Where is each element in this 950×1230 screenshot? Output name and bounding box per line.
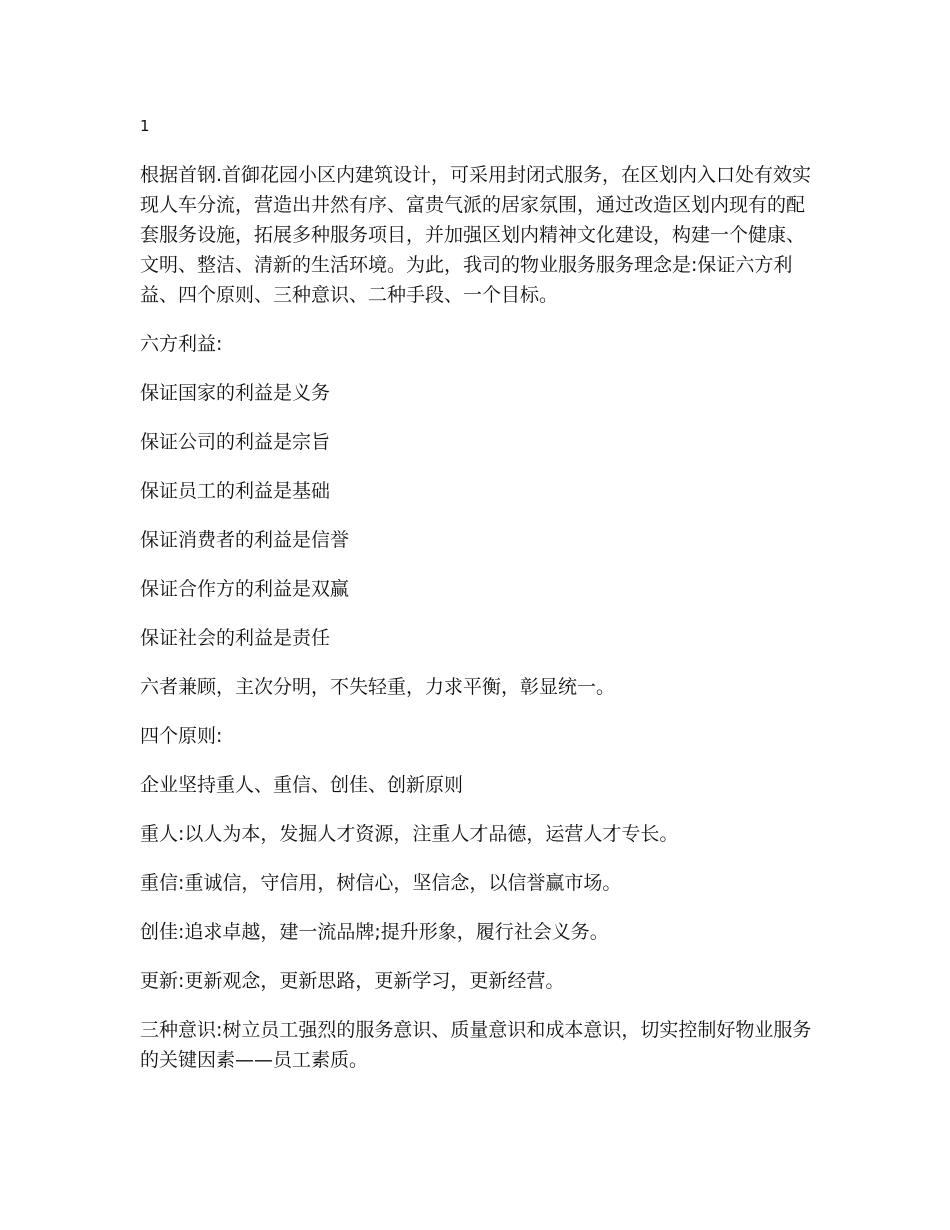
three-awareness-paragraph: 三种意识:树立员工强烈的服务意识、质量意识和成本意识，切实控制好物业服务的关键因素——员工素质。 bbox=[140, 1019, 812, 1071]
list-item: 保证公司的利益是宗旨 bbox=[140, 431, 331, 453]
summary-paragraph: 六者兼顾，主次分明，不失轻重，力求平衡，彰显统一。 bbox=[140, 676, 616, 698]
section-heading-four-principles: 四个原则: bbox=[140, 725, 223, 747]
principle-item: 重人:以人为本，发掘人才资源，注重人才品德，运营人才专长。 bbox=[140, 823, 679, 845]
principles-overview: 企业坚持重人、重信、创佳、创新原则 bbox=[140, 774, 464, 796]
section-heading-six-interests: 六方利益: bbox=[140, 333, 223, 355]
list-item: 保证消费者的利益是信誉 bbox=[140, 529, 350, 551]
page-number: 1 bbox=[140, 117, 150, 135]
principle-item: 重信:重诚信，守信用，树信心，坚信念，以信誉赢市场。 bbox=[140, 872, 622, 894]
document-body bbox=[140, 114, 820, 1094]
principle-item: 更新:更新观念，更新思路，更新学习，更新经营。 bbox=[140, 970, 565, 992]
list-item: 保证员工的利益是基础 bbox=[140, 480, 331, 502]
list-item: 保证合作方的利益是双赢 bbox=[140, 578, 350, 600]
intro-paragraph: 根据首钢.首御花园小区内建筑设计，可采用封闭式服务，在区划内入口处有效实现人车分流，营造出井然有序、富贵气派的居家氛围，通过改造区划内现有的配套服务设施，拓展多种服务项目，并加强区划内精神文化建设，构建一个健康、文明、整洁、清新的生活环境。为此，我司的物业服务服务理念是:保证六方利益、四个原则、三种意识、二种手段、一个目标。 bbox=[140, 164, 812, 306]
list-item: 保证国家的利益是义务 bbox=[140, 382, 331, 404]
principle-item: 创佳:追求卓越，建一流品牌;提升形象，履行社会义务。 bbox=[140, 921, 609, 943]
list-item: 保证社会的利益是责任 bbox=[140, 627, 331, 649]
